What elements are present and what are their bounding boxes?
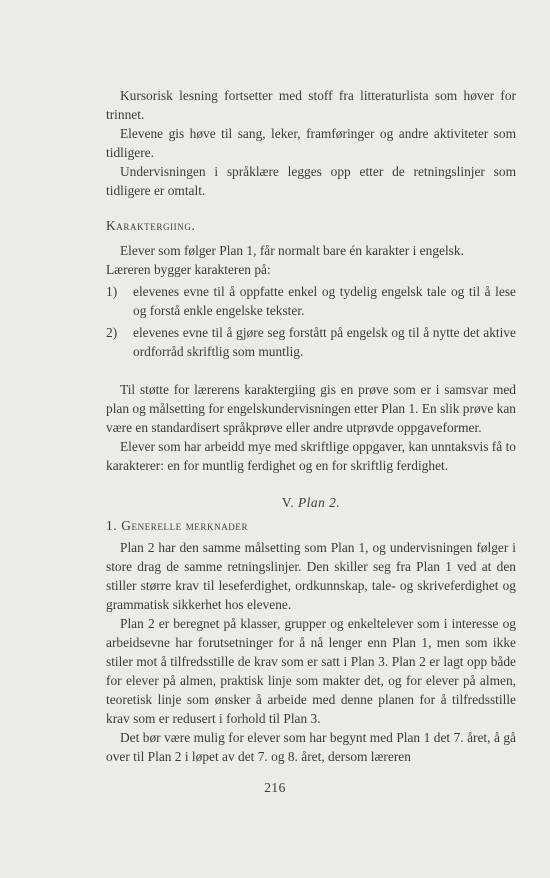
list-item-number: 2): [106, 325, 118, 340]
list-item-text: elevenes evne til å gjøre seg forstått på engelsk og til å nytte det aktive ordforråd skriftlig som muntlig.: [133, 325, 516, 359]
plan2-paragraph-3: Det bør være mulig for elever som har begynt med Plan 1 det 7. året, å gå over til Plan 2 i løpet av det 7. og 8. året, dersom læreren: [106, 730, 516, 764]
intro-paragraph-1: Kursorisk lesning fortsetter med stoff fra litteraturlista som høver for trinnet.: [106, 88, 516, 122]
intro-paragraph-3: Undervisningen i språklære legges opp etter de retningslinjer som tidligere er omtalt.: [106, 164, 516, 198]
karakter-intro-1: Elever som følger Plan 1, får normalt bare én karakter i engelsk.: [120, 243, 464, 258]
plan2-paragraph-2: Plan 2 er beregnet på klasser, grupper og enkeltelever som i interesse og arbeidsevne har forutsetninger for å nå lenger enn Plan 1, men som ikke stiler mot å tilfredsstille de krav som er satt i Plan 3. Plan 2 er lagt opp både for elever på almen, praktisk linje som makter det, og for elever på almen, teoretisk linje som ønsker å arbeide med denne planen for å tilfredsstille krav som er redusert i forhold til Plan 3.: [106, 616, 516, 726]
karakter-after-2: Elever som har arbeidd mye med skriftlige oppgaver, kan unntaksvis få to karakterer: en for muntlig ferdighet og en for skriftlig ferdighet.: [106, 439, 516, 473]
list-item: [106, 282, 516, 320]
page-text: [106, 86, 516, 766]
plan2-paragraph-1: Plan 2 har den samme målsetting som Plan 1, og undervisningen følger i store drag de samme retningslinjer. Den skiller seg fra Plan 1 ved at den stiller større krav til leseferdighet, ordkunnskap, tale- og skriveferdighet og grammatisk sikkerhet hos elevene.: [106, 540, 516, 612]
karakter-intro-2: Læreren bygger karakteren på:: [106, 262, 271, 277]
subsection-title: Generelle merknader: [121, 518, 249, 533]
section-title: [106, 493, 516, 512]
page-number: 216: [264, 780, 286, 795]
section-plan: Plan 2.: [297, 495, 341, 510]
list-item-number: 1): [106, 284, 118, 299]
list-item-text: elevenes evne til å oppfatte enkel og tydelig engelsk tale og til å lese og forstå enkle engelske tekster.: [133, 284, 516, 318]
karakter-after-1: Til støtte for lærerens karaktergiing gis en prøve som er i samsvar med plan og målsetting for engelskundervisningen etter Plan 1. En slik prøve kan være en standardisert språkprøve eller andre utprøvde oppgaveformer.: [106, 382, 516, 435]
spacer: [106, 364, 516, 380]
list-item: [106, 323, 516, 361]
criteria-list: [106, 282, 516, 361]
subsection-number: 1.: [106, 518, 118, 533]
intro-paragraph-2: Elevene gis høve til sang, leker, framføringer og andre aktiviteter som tidligere.: [106, 126, 516, 160]
section-numeral: V.: [281, 495, 295, 510]
subsection-heading: [106, 516, 516, 535]
karaktergiing-heading: Karaktergiing.: [106, 218, 196, 233]
